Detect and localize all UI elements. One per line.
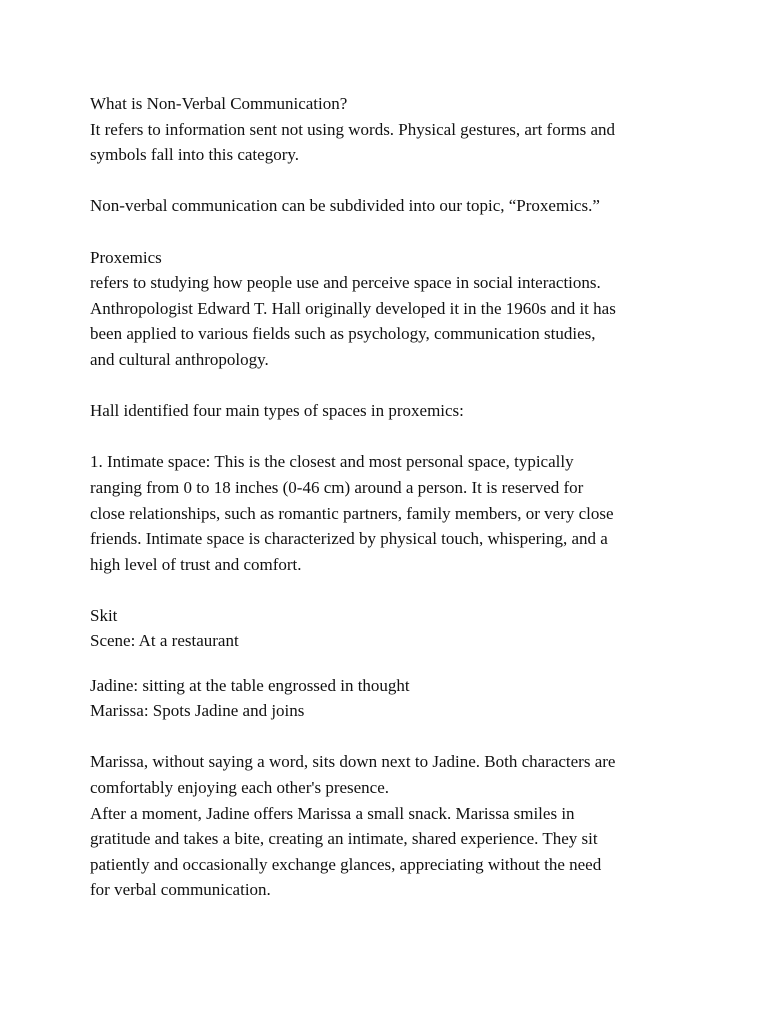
skit-paragraph-line: comfortably enjoying each other's presence. <box>90 777 390 797</box>
document-page <box>90 91 690 903</box>
proxemics-line: refers to studying how people use and perceive space in social interactions. <box>90 273 601 293</box>
intimate-space-section <box>90 449 690 577</box>
intimate-line: ranging from 0 to 18 inches (0-46 cm) around a person. It is reserved for <box>90 477 584 497</box>
skit-paragraph-line: patiently and occasionally exchange glances, appreciating without the need <box>90 854 602 874</box>
skit-character: Jadine: sitting at the table engrossed in thought <box>90 675 410 695</box>
hall-types-text: Hall identified four main types of spaces in proxemics: <box>90 401 464 421</box>
subdivided-text: Non-verbal communication can be subdivided into our topic, “Proxemics.” <box>90 196 600 216</box>
skit-paragraph-line: gratitude and takes a bite, creating an intimate, shared experience. They sit <box>90 829 598 849</box>
paragraph-gap <box>90 168 690 194</box>
proxemics-heading: Proxemics <box>90 247 162 267</box>
paragraph-gap <box>90 577 690 603</box>
paragraph-gap <box>90 373 690 399</box>
intro-heading: What is Non-Verbal Communication? <box>90 94 348 113</box>
intro-line: symbols fall into this category. <box>90 145 300 165</box>
proxemics-line: Anthropologist Edward T. Hall originally developed it in the 1960s and it has <box>90 298 616 318</box>
skit-scene: Scene: At a restaurant <box>90 631 239 651</box>
skit-paragraph-line: After a moment, Jadine offers Marissa a small snack. Marissa smiles in <box>90 803 575 823</box>
intimate-line: 1. Intimate space: This is the closest and most personal space, typically <box>90 452 574 472</box>
skit-paragraph-line: Marissa, without saying a word, sits down next to Jadine. Both characters are <box>90 752 616 772</box>
intimate-line: high level of trust and comfort. <box>90 554 302 574</box>
intro-section <box>90 91 690 168</box>
proxemics-line: and cultural anthropology. <box>90 349 269 369</box>
paragraph-gap <box>90 724 690 750</box>
proxemics-line: been applied to various fields such as psychology, communication studies, <box>90 324 596 344</box>
intimate-line: close relationships, such as romantic partners, family members, or very close <box>90 503 614 523</box>
skit-character: Marissa: Spots Jadine and joins <box>90 701 305 721</box>
skit-section <box>90 603 690 903</box>
intro-line: It refers to information sent not using words. Physical gestures, art forms and <box>90 119 616 139</box>
intimate-line: friends. Intimate space is characterized by physical touch, whispering, and a <box>90 529 608 549</box>
skit-paragraph-line: for verbal communication. <box>90 880 271 900</box>
skit-heading: Skit <box>90 605 118 625</box>
paragraph-gap <box>90 424 690 450</box>
proxemics-section <box>90 245 690 373</box>
paragraph-gap <box>90 654 690 673</box>
paragraph-gap <box>90 219 690 245</box>
